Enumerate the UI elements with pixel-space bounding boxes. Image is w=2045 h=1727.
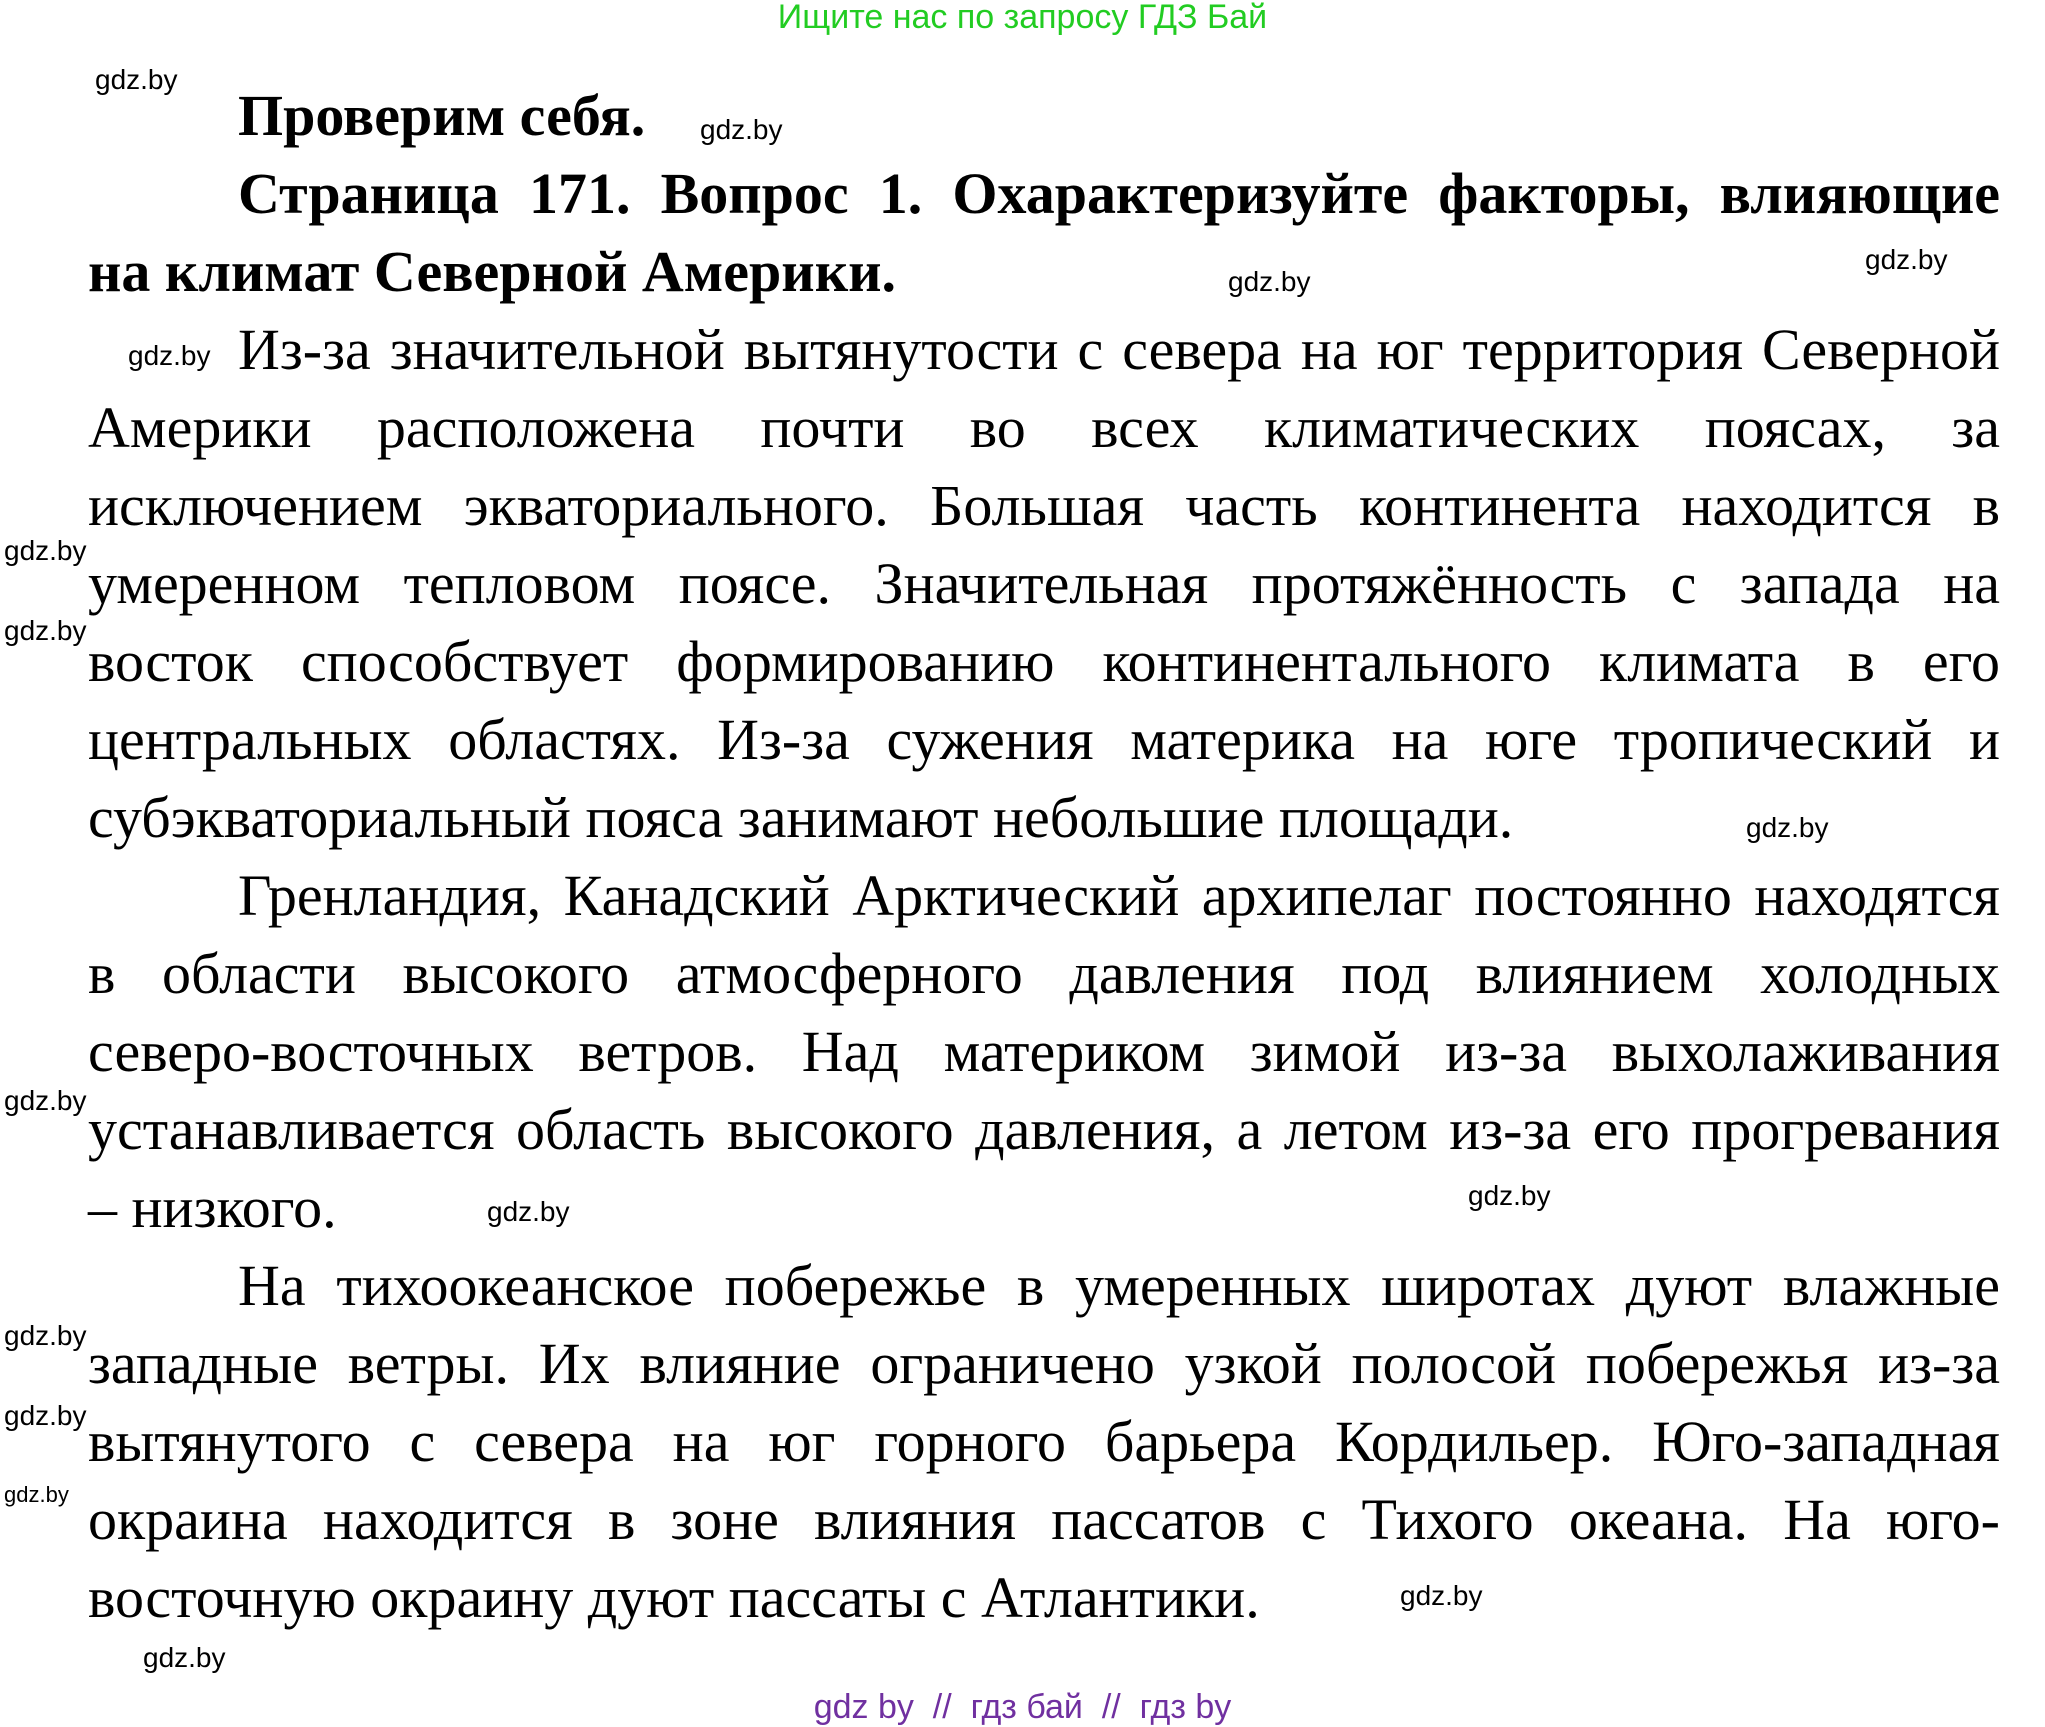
paragraph-line: умеренном тепловом поясе. Значительная протяжённость с запада на [88, 551, 2000, 616]
section-heading: Проверим себя. [238, 83, 646, 148]
watermark: gdz.by [487, 1196, 570, 1227]
paragraph-line: На тихоокеанское побережье в умеренных широтах дуют влажные [238, 1253, 2000, 1318]
footer-links: gdz by // гдз бай // гдз by [813, 1688, 1232, 1726]
watermark: gdz.by [4, 1085, 87, 1116]
paragraph-line: северо-восточных ветров. Над материком зимой из-за выхолаживания [88, 1019, 2000, 1084]
paragraph-line: Из-за значительной вытянутости с севера на юг территория Северной [238, 317, 2000, 382]
paragraph-line: – низкого. [88, 1175, 337, 1240]
watermark: gdz.by [128, 340, 211, 371]
paragraph-line: исключением экваториального. Большая часть континента находится в [88, 473, 2000, 538]
paragraph-line: западные ветры. Их влияние ограничено узкой полосой побережья из-за [88, 1331, 2000, 1396]
watermark: gdz.by [700, 114, 783, 145]
question-heading-line: Страница 171. Вопрос 1. Охарактеризуйте факторы, влияющие [238, 161, 2000, 226]
watermark: gdz.by [1746, 812, 1829, 843]
paragraph-line: Гренландия, Канадский Арктический архипелаг постоянно находятся [238, 863, 2000, 928]
paragraph-line: Америки расположена почти во всех климатических поясах, за [88, 395, 2000, 460]
watermark: gdz.by [1228, 266, 1311, 297]
watermark: gdz.by [4, 1482, 69, 1507]
watermark: gdz.by [4, 615, 87, 646]
paragraph-line: субэкваториальный пояса занимают небольшие площади. [88, 785, 1514, 850]
paragraph-line: устанавливается область высокого давления, а летом из-за его прогревания [88, 1097, 2000, 1162]
watermark: gdz.by [4, 1400, 87, 1431]
paragraph-line: восток способствует формированию континентального климата в его [88, 629, 2000, 694]
document-body [88, 77, 2000, 1637]
watermark: gdz.by [1468, 1180, 1551, 1211]
watermark: gdz.by [1400, 1580, 1483, 1611]
question-heading-line: на климат Северной Америки. [88, 239, 897, 304]
search-banner: Ищите нас по запросу ГДЗ Бай [777, 0, 1268, 36]
paragraph-line: восточную окраину дуют пассаты с Атлантики. [88, 1565, 1260, 1630]
paragraph-line: вытянутого с севера на юг горного барьера Кордильер. Юго-западная [88, 1409, 2000, 1474]
watermark: gdz.by [1865, 244, 1948, 275]
watermark: gdz.by [4, 1320, 87, 1351]
paragraph-line: окраина находится в зоне влияния пассатов с Тихого океана. На юго- [88, 1487, 2000, 1552]
watermark: gdz.by [4, 535, 87, 566]
watermark: gdz.by [95, 64, 178, 95]
paragraph-line: в области высокого атмосферного давления под влиянием холодных [88, 941, 2000, 1006]
watermark: gdz.by [143, 1642, 226, 1673]
paragraph-line: центральных областях. Из-за сужения материка на юге тропический и [88, 707, 2000, 772]
